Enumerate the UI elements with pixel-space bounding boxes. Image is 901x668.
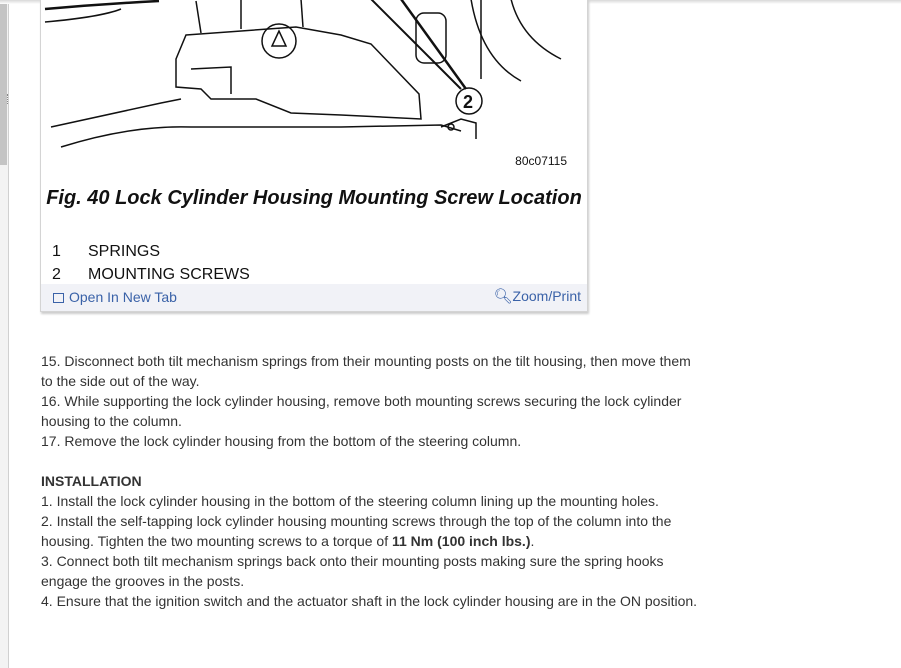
lock-cylinder-diagram xyxy=(41,0,587,149)
callout-number: 2 xyxy=(463,92,474,112)
figure-legend xyxy=(52,240,250,286)
installation-heading: INSTALLATION xyxy=(41,473,142,489)
new-tab-icon xyxy=(53,293,64,303)
step-16: 16. While supporting the lock cylinder housing, remove both mounting screws securing the lock cylinder housing to the column. xyxy=(41,393,682,429)
legend-item: 1 SPRINGS xyxy=(52,243,161,260)
figure-caption: Fig. 40 Lock Cylinder Housing Mounting Screw Location xyxy=(46,187,582,209)
install-step-1: 1. Install the lock cylinder housing in the bottom of the steering column lining up the mounting holes. xyxy=(41,493,659,509)
step-17: 17. Remove the lock cylinder housing from the bottom of the steering column. xyxy=(41,433,522,449)
figure-footer xyxy=(41,284,587,311)
install-step-3: 3. Connect both tilt mechanism springs back onto their mounting posts making sure the spring hooks engage the grooves in the posts. xyxy=(41,553,664,589)
zoom-print-link[interactable]: 🔍︎Zoom/Print xyxy=(493,288,581,305)
install-step-4: 4. Ensure that the ignition switch and the actuator shaft in the lock cylinder housing are in the ON position. xyxy=(41,593,698,609)
instructions xyxy=(41,351,701,611)
figure-card xyxy=(40,0,588,312)
open-new-tab-link[interactable]: Open In New Tab xyxy=(53,289,177,305)
install-step-2: 2. Install the self-tapping lock cylinder housing mounting screws through the top of the column into the housing. Tighten the two mounting screws to a torque of 11 Nm (100 inch lbs.). xyxy=(41,513,672,549)
scroll-grip xyxy=(7,94,10,104)
legend-item: 2 MOUNTING SCREWS xyxy=(52,266,250,283)
zoom-icon: 🔍︎ xyxy=(493,288,513,305)
figure-code: 80c07115 xyxy=(515,154,567,168)
scrollbar-thumb[interactable] xyxy=(0,0,7,165)
step-15: 15. Disconnect both tilt mechanism springs from their mounting posts on the tilt housing, then move them to the side out of the way. xyxy=(41,353,691,389)
